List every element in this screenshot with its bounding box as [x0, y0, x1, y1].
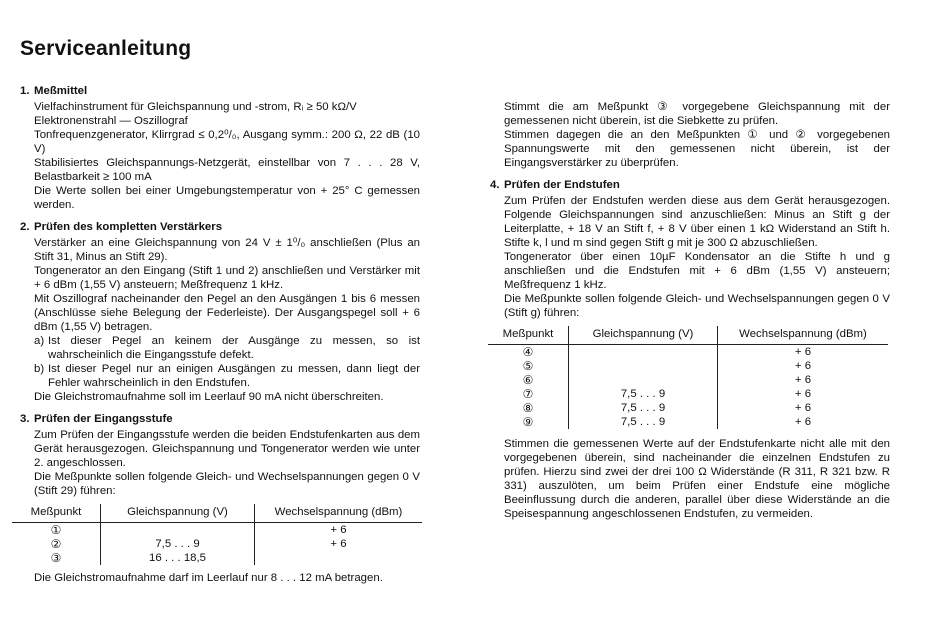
- paragraph: Zum Prüfen der Endstufen werden diese aus dem Gerät herausgezogen. Folgende Gleichspannungen sind anzuschließen: Minus an Stift g der Leiterplatte, + 18 V an Stift f, + 8 V über einen 1 kΩ Widerstand an Stift h. Stifte k, l und m sind gegen Stift g mit je 300 Ω abzuschließen.: [504, 195, 890, 249]
- table-cell: ③: [50, 551, 62, 565]
- section-body: [34, 100, 420, 212]
- left-column: [20, 84, 420, 585]
- section-title: Prüfen der Endstufen: [504, 179, 620, 191]
- paragraph: Verstärker an eine Gleichspannung von 24 V ± 1⁰/₀ anschließen (Plus an Stift 31, Minus an Stift 29).: [34, 237, 420, 263]
- paragraph: Stabilisiertes Gleichspannungs-Netzgerät, einstellbar von 7 . . . 28 V, Belastbarkeit ≥ 100 mA: [34, 157, 420, 183]
- table-cell: ②: [50, 537, 62, 551]
- section-heading: [20, 412, 420, 426]
- page-title: Serviceanleitung: [20, 37, 192, 60]
- column-header: Wechselspannung (dBm): [718, 326, 889, 345]
- section-3: [20, 412, 420, 585]
- table-cell: + 6: [718, 373, 889, 387]
- section-4: [490, 178, 890, 521]
- section-1: [20, 84, 420, 212]
- table-header-row: [488, 326, 888, 345]
- table-row: [488, 345, 888, 360]
- table-row: [12, 523, 422, 538]
- paragraph: Die Meßpunkte sollen folgende Gleich- und Wechselspannungen gegen 0 V (Stift 29) führen:: [34, 471, 420, 497]
- paragraph: Die Gleichstromaufnahme darf im Leerlauf nur 8 . . . 12 mA betragen.: [34, 572, 383, 584]
- section-body: [34, 571, 420, 585]
- table-cell: ⑧: [522, 401, 534, 415]
- right-column: [490, 100, 890, 521]
- paragraph: Die Werte sollen bei einer Umgebungstemperatur von + 25° C gemessen werden.: [34, 185, 420, 211]
- section-number: 3.: [20, 413, 30, 425]
- table-cell: [569, 359, 718, 373]
- table-cell: ④: [522, 345, 534, 359]
- section-body: [34, 236, 420, 404]
- table-cell: [255, 551, 423, 565]
- paragraph: Zum Prüfen der Eingangsstufe werden die beiden Endstufenkarten aus dem Gerät herausgezogen. Gleichspannung und Tongenerator werden wie unter 2. angeschlossen.: [34, 429, 420, 469]
- table-cell: + 6: [255, 523, 423, 538]
- list-marker: a): [34, 335, 45, 347]
- column-header: Meßpunkt: [488, 326, 569, 345]
- measurement-table-input-stage: [12, 504, 422, 565]
- table-cell: ⑨: [522, 415, 534, 429]
- table-cell: ①: [50, 523, 62, 537]
- paragraph: Tongenerator an den Eingang (Stift 1 und 2) anschließen und Verstärker mit + 6 dBm (1,55 V) ansteuern; Meßfrequenz 1 kHz.: [34, 265, 420, 291]
- section-body: [34, 428, 420, 498]
- table-cell: ⑥: [522, 373, 534, 387]
- section-number: 4.: [490, 179, 500, 191]
- table-cell: + 6: [255, 537, 423, 551]
- paragraph: Die Meßpunkte sollen folgende Gleich- und Wechselspannungen gegen 0 V (Stift g) führen:: [504, 293, 890, 319]
- table-cell: + 6: [718, 401, 889, 415]
- table-header-row: [12, 504, 422, 523]
- section-title: Meßmittel: [34, 85, 88, 97]
- table-cell: [569, 373, 718, 387]
- section-body: [504, 194, 890, 320]
- table-row: [488, 387, 888, 401]
- table-cell: + 6: [718, 345, 889, 360]
- paragraph: Tongenerator über einen 10µF Kondensator an die Stifte h und g anschließen und die Endstufen mit + 6 dBm (1,55 V) ansteuern; Meßfrequenz 1 kHz.: [504, 251, 890, 291]
- table-cell: [101, 523, 255, 538]
- column-header: Wechselspannung (dBm): [255, 504, 423, 523]
- table-cell: ⑤: [522, 359, 534, 373]
- table-row: [488, 415, 888, 429]
- table-cell: 7,5 . . . 9: [101, 537, 255, 551]
- section-title: Prüfen der Eingangsstufe: [34, 413, 173, 425]
- paragraph: Vielfachinstrument für Gleichspannung und -strom, Rᵢ ≥ 50 kΩ/V: [34, 101, 357, 113]
- column-header: Meßpunkt: [12, 504, 101, 523]
- section-heading: [20, 220, 420, 234]
- table-cell: + 6: [718, 415, 889, 429]
- column-header: Gleichspannung (V): [101, 504, 255, 523]
- section-title: Prüfen des kompletten Verstärkers: [34, 221, 223, 233]
- paragraph: Stimmen dagegen die an den Meßpunkten ① und ② vorgegebenen Spannungswerte mit den gemessenen nicht überein, ist der Eingangsverstärker zu überprüfen.: [504, 129, 890, 169]
- table-row: [12, 551, 422, 565]
- paragraph: Stimmen die gemessenen Werte auf der Endstufenkarte nicht alle mit den vorgegebenen überein, sind nacheinander die einzelnen Endstufen zu prüfen. Hierzu sind zwei der drei 100 Ω Widerstände (R 311, R 321 bzw. R 331) auszulöten, um beim Prüfen einer Endstufe eine mögliche Beeinflussung durch die anderen, parallel über diese Widerstände an die Speisespannung angeschlossenen Endstufen, zu vermeiden.: [504, 438, 890, 520]
- column-header: Gleichspannung (V): [569, 326, 718, 345]
- table-cell: 16 . . . 18,5: [101, 551, 255, 565]
- table-cell: 7,5 . . . 9: [569, 401, 718, 415]
- list-item: [34, 362, 420, 390]
- table-cell: 7,5 . . . 9: [569, 415, 718, 429]
- table-row: [488, 359, 888, 373]
- paragraph: Tonfrequenzgenerator, Klirrgrad ≤ 0,2⁰/₀, Ausgang symm.: 200 Ω, 22 dB (10 V): [34, 129, 420, 155]
- paragraph: Stimmt die am Meßpunkt ③ vorgegebene Gleichspannung mit der gemessenen nicht überein, ist die Siebkette zu prüfen.: [504, 101, 890, 127]
- section-number: 2.: [20, 221, 30, 233]
- paragraph: Die Gleichstromaufnahme soll im Leerlauf 90 mA nicht überschreiten.: [34, 391, 384, 403]
- list-text: Ist dieser Pegel an keinem der Ausgänge zu messen, so ist wahrscheinlich die Eingangsstufe defekt.: [48, 335, 420, 361]
- table-row: [488, 373, 888, 387]
- section-3-continued: [504, 100, 890, 170]
- list-text: Ist dieser Pegel nur an einigen Ausgängen zu messen, dann liegt der Fehler wahrscheinlich in den Endstufen.: [48, 363, 420, 389]
- section-heading: [20, 84, 420, 98]
- list-marker: b): [34, 363, 45, 375]
- measurement-table-output-stage: [488, 326, 888, 429]
- table-row: [12, 537, 422, 551]
- table-cell: ⑦: [522, 387, 534, 401]
- table-cell: + 6: [718, 387, 889, 401]
- paragraph: Mit Oszillograf nacheinander den Pegel an den Ausgängen 1 bis 6 messen (Anschlüsse siehe Belegung der Federleiste). Der Ausgangspegel soll + 6 dBm (1,55 V) betragen.: [34, 293, 420, 333]
- table-cell: 7,5 . . . 9: [569, 387, 718, 401]
- paragraph: Elektronenstrahl — Oszillograf: [34, 115, 188, 127]
- table-cell: [569, 345, 718, 360]
- table-cell: + 6: [718, 359, 889, 373]
- section-2: [20, 220, 420, 404]
- section-number: 1.: [20, 85, 30, 97]
- section-body: [504, 437, 890, 521]
- list-item: [34, 334, 420, 362]
- table-row: [488, 401, 888, 415]
- section-heading: [490, 178, 890, 192]
